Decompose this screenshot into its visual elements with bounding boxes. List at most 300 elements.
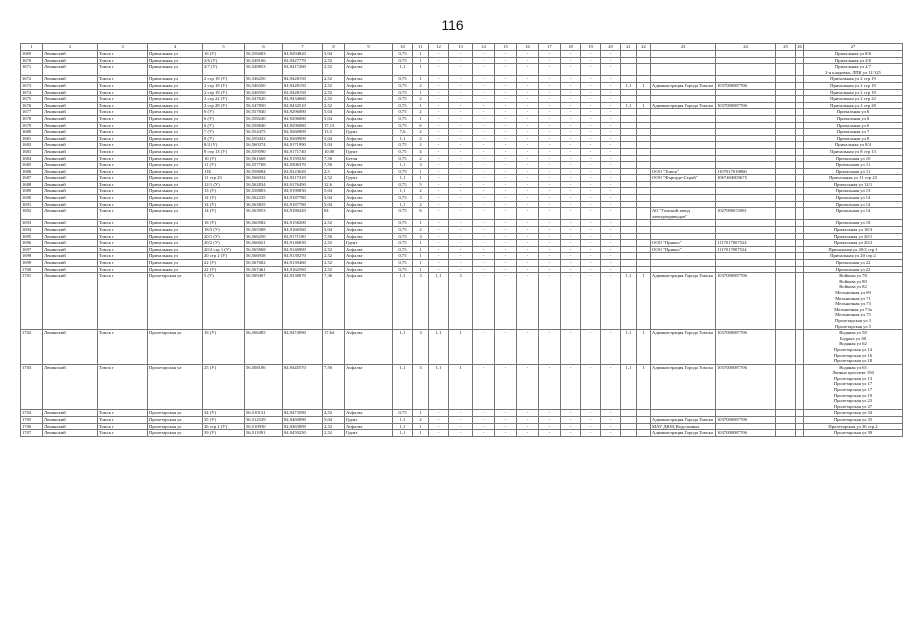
table-cell	[716, 109, 776, 116]
table-cell: 2	[413, 417, 429, 424]
table-cell: Томск г	[98, 246, 148, 253]
table-cell: -	[601, 82, 621, 89]
table-row	[21, 109, 903, 116]
table-cell: ООО "Прикол"	[651, 240, 716, 247]
table-cell: ООО "Прикол"	[651, 246, 716, 253]
table-cell: 84,9171740	[283, 148, 323, 155]
table-cell	[637, 430, 651, 437]
table-cell	[776, 51, 796, 58]
table-cell: Причальная ул 22	[804, 266, 903, 273]
column-header: 23	[651, 44, 716, 51]
table-cell: 84	[323, 208, 345, 220]
table-cell: 2	[413, 82, 429, 89]
table-cell: 1694	[21, 227, 43, 234]
table-cell: -	[581, 57, 601, 64]
table-cell: 39 (У)	[203, 430, 245, 437]
table-cell: Асфальт	[345, 82, 393, 89]
table-cell: -	[517, 201, 539, 208]
table-cell	[776, 129, 796, 136]
table-cell	[796, 266, 804, 273]
table-cell: -	[449, 57, 473, 64]
table-cell: -	[601, 330, 621, 365]
table-cell: -	[601, 188, 621, 195]
table-cell: -	[561, 273, 581, 330]
table-cell: -	[473, 233, 495, 240]
table-cell: 56,562235	[245, 195, 283, 202]
table-cell	[776, 162, 796, 169]
table-cell: 2 стр 19 (У)	[203, 82, 245, 89]
table-cell: 0,75	[393, 208, 413, 220]
table-cell: 5,04	[323, 142, 345, 149]
table-cell	[776, 57, 796, 64]
table-cell: Ленинский	[43, 233, 98, 240]
table-cell: Грунт	[345, 175, 393, 182]
table-cell: 1699	[21, 260, 43, 267]
table-cell: 3	[449, 273, 473, 330]
table-cell: Томск г	[98, 188, 148, 195]
table-cell: -	[449, 96, 473, 103]
table-cell: Причальная ул	[148, 102, 203, 109]
table-cell: 56,558084	[245, 168, 283, 175]
column-header: 2	[43, 44, 98, 51]
table-cell	[796, 364, 804, 410]
table-cell	[637, 175, 651, 182]
table-cell: -	[539, 208, 561, 220]
table-row	[21, 188, 903, 195]
table-cell: -	[581, 76, 601, 83]
table-cell: 56,565308	[245, 227, 283, 234]
table-cell: -	[539, 102, 561, 109]
table-cell: Томск г	[98, 76, 148, 83]
table-cell	[796, 240, 804, 247]
table-cell: 84,9294820	[283, 51, 323, 58]
table-cell: 56,511091	[245, 430, 283, 437]
table-cell	[621, 96, 637, 103]
table-cell: Асфальт	[345, 233, 393, 240]
table-cell	[796, 233, 804, 240]
table-cell: -	[495, 102, 517, 109]
table-row	[21, 423, 903, 430]
table-cell: -	[517, 266, 539, 273]
table-cell: 1687	[21, 175, 43, 182]
table-cell: Пролетарская ул 34	[804, 410, 903, 417]
table-cell: -	[473, 175, 495, 182]
table-row	[21, 260, 903, 267]
table-cell: -	[429, 181, 449, 188]
table-row	[21, 142, 903, 149]
table-cell	[716, 188, 776, 195]
table-cell: 5 (У)	[203, 273, 245, 330]
table-cell: 16 (У)	[203, 51, 245, 58]
table-cell	[651, 122, 716, 129]
table-cell: 84,9474990	[283, 330, 323, 365]
table-cell: Ленинский	[43, 260, 98, 267]
table-cell: 20 стр 2 (У)	[203, 253, 245, 260]
table-cell: 1037000087706	[716, 417, 776, 424]
table-cell: -	[495, 423, 517, 430]
table-cell: -	[581, 122, 601, 129]
table-cell: -	[581, 109, 601, 116]
table-cell: Причальная ул 20/2	[804, 240, 903, 247]
table-cell: 2,52	[323, 102, 345, 109]
table-cell: -	[561, 220, 581, 227]
table-cell: Ленинский	[43, 122, 98, 129]
table-cell: -	[561, 102, 581, 109]
table-cell	[651, 76, 716, 83]
table-cell: Асфальт	[345, 89, 393, 96]
table-cell	[621, 155, 637, 162]
table-cell: -	[539, 201, 561, 208]
table-cell	[796, 148, 804, 155]
table-cell: Пролетарская ул	[148, 273, 203, 330]
table-cell: 5,04	[323, 135, 345, 142]
table-cell: 1,1	[621, 330, 637, 365]
table-cell: 1	[413, 57, 429, 64]
table-cell: Причальная ул	[148, 168, 203, 175]
table-cell: 1	[413, 64, 429, 76]
table-cell: Томск г	[98, 155, 148, 162]
table-cell: -	[601, 410, 621, 417]
table-cell: Причальная ул	[148, 51, 203, 58]
table-cell: -	[561, 142, 581, 149]
table-cell: 84,9473590	[283, 410, 323, 417]
table-cell: Причальная ул	[148, 142, 203, 149]
table-cell: Ленинский	[43, 227, 98, 234]
table-cell: ООО "Томск"	[651, 168, 716, 175]
table-cell: -	[495, 227, 517, 234]
table-cell: -	[473, 246, 495, 253]
table-cell: Причальная ул 11	[804, 168, 903, 175]
table-cell: Ленинский	[43, 162, 98, 169]
table-cell	[796, 64, 804, 76]
table-cell: -	[517, 122, 539, 129]
table-cell: -	[561, 168, 581, 175]
table-cell: -	[581, 364, 601, 410]
table-cell: -	[561, 148, 581, 155]
table-cell: 56,546350	[245, 82, 283, 89]
table-cell: -	[517, 89, 539, 96]
table-cell: -	[539, 220, 561, 227]
table-cell: 1,1	[393, 64, 413, 76]
table-cell: Администрация Города Томска	[651, 430, 716, 437]
table-cell: -	[561, 201, 581, 208]
table-cell: -	[517, 102, 539, 109]
table-cell: -	[473, 181, 495, 188]
table-cell: 1,1	[393, 273, 413, 330]
table-cell: -	[561, 253, 581, 260]
table-cell	[776, 135, 796, 142]
table-cell: Асфальт	[345, 201, 393, 208]
table-cell	[776, 82, 796, 89]
table-cell: 12,6	[323, 181, 345, 188]
table-cell	[621, 260, 637, 267]
table-cell: 84,9217310	[283, 175, 323, 182]
table-cell: 2 стр 19 (У)	[203, 89, 245, 96]
table-cell: -	[561, 181, 581, 188]
table-cell	[637, 89, 651, 96]
table-cell: Причальная ул	[148, 82, 203, 89]
table-cell	[651, 188, 716, 195]
table-cell: 14 (У)	[203, 201, 245, 208]
table-cell	[776, 109, 796, 116]
table-cell: -	[581, 181, 601, 188]
table-cell	[796, 195, 804, 202]
table-cell	[776, 195, 796, 202]
table-cell: 1,1	[393, 175, 413, 182]
table-cell: -	[561, 233, 581, 240]
table-cell	[776, 148, 796, 155]
table-cell: Причальная ул	[148, 233, 203, 240]
table-cell: 84,9296080	[283, 115, 323, 122]
table-cell: -	[601, 64, 621, 76]
table-cell: -	[539, 195, 561, 202]
table-cell: -	[495, 96, 517, 103]
table-cell: 0,75	[393, 253, 413, 260]
table-cell: 84,9139460	[283, 260, 323, 267]
table-cell: 8 стр 13 (У)	[203, 148, 245, 155]
table-cell: 17,64	[323, 330, 345, 365]
table-cell	[637, 417, 651, 424]
table-cell	[776, 423, 796, 430]
table-cell: -	[601, 135, 621, 142]
table-cell: 7,56	[323, 162, 345, 169]
table-cell: -	[449, 82, 473, 89]
table-cell: 2/6 (У)	[203, 57, 245, 64]
table-cell	[796, 115, 804, 122]
table-row	[21, 162, 903, 169]
table-cell	[637, 122, 651, 129]
table-cell: Причальная ул	[148, 115, 203, 122]
table-cell: Томск г	[98, 96, 148, 103]
table-cell	[776, 142, 796, 149]
table-cell	[637, 195, 651, 202]
table-cell: 84,9166560	[283, 227, 323, 234]
table-cell: Томск г	[98, 51, 148, 58]
table-cell: 56,566938	[245, 253, 283, 260]
table-cell: Томск г	[98, 162, 148, 169]
table-cell: -	[473, 109, 495, 116]
table-cell: -	[561, 51, 581, 58]
table-cell: -	[581, 64, 601, 76]
table-cell: 0,75	[393, 266, 413, 273]
column-header: 7	[283, 44, 323, 51]
table-cell	[651, 233, 716, 240]
table-cell: -	[581, 168, 601, 175]
table-cell: 2	[413, 201, 429, 208]
table-cell: -	[429, 64, 449, 76]
table-cell: -	[601, 423, 621, 430]
table-cell: 0,75	[393, 122, 413, 129]
table-cell: -	[539, 82, 561, 89]
table-cell	[776, 417, 796, 424]
table-cell	[796, 410, 804, 417]
table-cell: Пролетарская ул 39	[804, 430, 903, 437]
table-cell	[776, 89, 796, 96]
column-header: 13	[449, 44, 473, 51]
table-cell: Ленинский	[43, 208, 98, 220]
table-cell	[776, 96, 796, 103]
table-cell: 1	[413, 240, 429, 247]
table-cell: 84,9459250	[283, 430, 323, 437]
table-cell: Ленинский	[43, 246, 98, 253]
table-cell: 1037000087706	[716, 330, 776, 365]
table-cell: Причальная ул 2 стр 19	[804, 89, 903, 96]
table-cell	[716, 423, 776, 430]
table-cell: 56,567461	[245, 266, 283, 273]
table-cell: -	[495, 240, 517, 247]
table-cell: -	[539, 109, 561, 116]
table-cell: Асфальт	[345, 168, 393, 175]
table-cell: 1683	[21, 148, 43, 155]
table-cell: Ленинский	[43, 82, 98, 89]
table-cell	[716, 260, 776, 267]
table-cell: -	[539, 423, 561, 430]
table-cell: -	[449, 122, 473, 129]
table-cell	[776, 246, 796, 253]
table-cell	[776, 168, 796, 175]
table-cell: 0,75	[393, 181, 413, 188]
table-cell: -	[473, 417, 495, 424]
table-cell: Водяная ул 58 Бодрых ул 60 Водяная ул 62 Пролетарская ул 14 Пролетарская ул 16 Пролетарская ул 18	[804, 330, 903, 365]
table-cell: 0,75	[393, 155, 413, 162]
table-cell: -	[601, 122, 621, 129]
table-cell: -	[449, 135, 473, 142]
table-cell: -	[429, 195, 449, 202]
table-cell: 2 стр 22 (У)	[203, 96, 245, 103]
table-cell: -	[581, 89, 601, 96]
table-cell: -	[429, 240, 449, 247]
table-cell: -	[517, 162, 539, 169]
column-header: 18	[561, 44, 581, 51]
table-cell: -	[601, 76, 621, 83]
table-cell: -	[495, 201, 517, 208]
table-cell: -	[601, 162, 621, 169]
table-cell: АО "Томский завод электроприводов"	[651, 208, 716, 220]
table-cell: -	[601, 260, 621, 267]
table-cell: 1,1	[393, 417, 413, 424]
table-cell: -	[495, 253, 517, 260]
table-cell: 2,52	[323, 64, 345, 76]
table-cell	[776, 76, 796, 83]
table-cell: Пролетарская ул 35	[804, 417, 903, 424]
table-cell: 56,566021	[245, 240, 283, 247]
table-cell	[796, 102, 804, 109]
table-cell: -	[517, 109, 539, 116]
table-cell: 0,75	[393, 227, 413, 234]
table-cell	[716, 201, 776, 208]
table-cell: 2/7 (У)	[203, 64, 245, 76]
table-cell: -	[517, 115, 539, 122]
table-cell	[796, 175, 804, 182]
table-cell: -	[601, 273, 621, 330]
table-cell: Администрация Города Томска	[651, 330, 716, 365]
table-cell: 2,52	[323, 260, 345, 267]
table-cell: 0,75	[393, 142, 413, 149]
table-cell	[776, 155, 796, 162]
table-cell: Причальная ул	[148, 240, 203, 247]
table-row	[21, 122, 903, 129]
table-cell: -	[429, 115, 449, 122]
table-cell: 6 (У)	[203, 122, 245, 129]
table-cell: Асфальт	[345, 220, 393, 227]
table-cell: 6 (У)	[203, 115, 245, 122]
table-cell: 1682	[21, 142, 43, 149]
table-cell: -	[581, 233, 601, 240]
table-cell	[716, 57, 776, 64]
table-cell: -	[601, 142, 621, 149]
table-cell: Причальная ул	[148, 122, 203, 129]
table-cell: 20/1 (У)	[203, 233, 245, 240]
table-cell	[776, 240, 796, 247]
table-cell: -	[495, 82, 517, 89]
table-cell: -	[539, 273, 561, 330]
table-cell: -	[449, 201, 473, 208]
table-cell: -	[473, 162, 495, 169]
table-cell: 7,56	[323, 364, 345, 410]
table-cell: -	[561, 122, 581, 129]
table-cell: -	[539, 148, 561, 155]
table-cell: 11Б	[203, 168, 245, 175]
table-cell: 1	[413, 266, 429, 273]
table-cell: 2	[413, 155, 429, 162]
table-cell: Причальная ул 2/6	[804, 57, 903, 64]
table-cell: 1	[413, 246, 429, 253]
table-cell: Пролетарская ул 36 стр 2	[804, 423, 903, 430]
table-row	[21, 82, 903, 89]
table-cell: -	[561, 64, 581, 76]
table-cell	[651, 253, 716, 260]
table-cell: -	[495, 410, 517, 417]
table-cell: 2,52	[323, 82, 345, 89]
table-cell: 7,36	[323, 273, 345, 330]
table-cell: Ленинский	[43, 240, 98, 247]
table-cell	[716, 148, 776, 155]
table-cell: -	[495, 233, 517, 240]
table-cell: -	[581, 162, 601, 169]
table-cell	[651, 195, 716, 202]
table-cell: Ленинский	[43, 102, 98, 109]
table-cell: 2,52	[323, 410, 345, 417]
table-cell: Томск г	[98, 195, 148, 202]
table-cell: -	[517, 57, 539, 64]
table-row	[21, 195, 903, 202]
table-cell: -	[473, 195, 495, 202]
table-cell	[716, 155, 776, 162]
table-cell: 2,52	[323, 76, 345, 83]
table-cell: Томск г	[98, 64, 148, 76]
table-cell: -	[449, 233, 473, 240]
table-cell: -	[429, 135, 449, 142]
table-cell: Причальная ул 8/4	[804, 142, 903, 149]
table-cell: Томск г	[98, 330, 148, 365]
table-cell	[621, 208, 637, 220]
table-cell: 84,9188420	[283, 208, 323, 220]
table-cell: -	[539, 430, 561, 437]
table-cell: 0,75	[393, 195, 413, 202]
table-row	[21, 115, 903, 122]
table-cell: 0,75	[393, 102, 413, 109]
table-cell: 0,75	[393, 240, 413, 247]
table-cell	[796, 122, 804, 129]
table-cell: 1677	[21, 109, 43, 116]
table-cell	[637, 168, 651, 175]
table-cell	[776, 115, 796, 122]
table-cell	[776, 175, 796, 182]
table-cell: 1702	[21, 330, 43, 365]
table-cell: 1706	[21, 423, 43, 430]
table-cell: 2	[413, 142, 429, 149]
table-cell: Причальная ул	[148, 195, 203, 202]
